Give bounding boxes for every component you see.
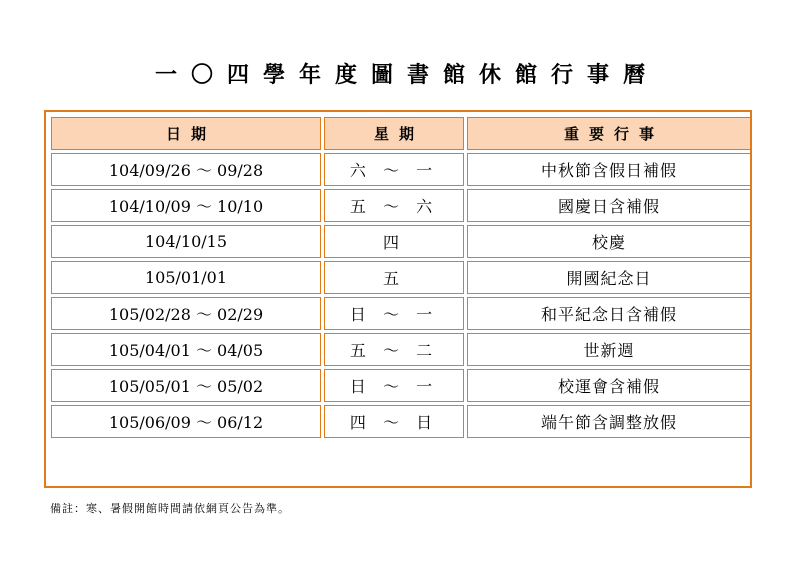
table-row (51, 297, 751, 330)
weekday-cell: 五 ～ 六 (324, 189, 464, 222)
weekday-cell: 日 ～ 一 (324, 369, 464, 402)
event-cell: 開國紀念日 (467, 261, 751, 294)
event-cell: 國慶日含補假 (467, 189, 751, 222)
weekday-cell: 五 (324, 261, 464, 294)
event-cell: 校運會含補假 (467, 369, 751, 402)
date-cell: 104/10/09 ～ 10/10 (51, 189, 321, 222)
event-cell: 端午節含調整放假 (467, 405, 751, 438)
table-row (51, 189, 751, 222)
weekday-cell: 五 ～ 二 (324, 333, 464, 366)
date-cell: 104/09/26 ～ 09/28 (51, 153, 321, 186)
event-cell: 校慶 (467, 225, 751, 258)
weekday-cell: 六 ～ 一 (324, 153, 464, 186)
date-cell: 105/02/28 ～ 02/29 (51, 297, 321, 330)
footnote: 備註：寒、暑假開館時間請依網頁公告為準。 (50, 502, 290, 515)
date-cell: 105/05/01 ～ 05/02 (51, 369, 321, 402)
schedule-table-frame (44, 110, 752, 488)
page-title: 一〇四學年度圖書館休館行事曆 (154, 62, 659, 88)
event-cell: 中秋節含假日補假 (467, 153, 751, 186)
table-header-row (51, 117, 751, 150)
weekday-cell: 四 (324, 225, 464, 258)
table-row (51, 153, 751, 186)
date-cell: 105/04/01 ～ 04/05 (51, 333, 321, 366)
date-cell: 105/06/09 ～ 06/12 (51, 405, 321, 438)
table-row (51, 261, 751, 294)
event-cell: 和平紀念日含補假 (467, 297, 751, 330)
closure-schedule-table (48, 114, 754, 441)
table-row (51, 369, 751, 402)
column-header-date: 日期 (51, 117, 321, 150)
date-cell: 104/10/15 (51, 225, 321, 258)
column-header-event: 重要行事 (467, 117, 751, 150)
table-row (51, 225, 751, 258)
date-cell: 105/01/01 (51, 261, 321, 294)
event-cell: 世新週 (467, 333, 751, 366)
table-row (51, 405, 751, 438)
weekday-cell: 四 ～ 日 (324, 405, 464, 438)
table-row (51, 333, 751, 366)
weekday-cell: 日 ～ 一 (324, 297, 464, 330)
column-header-weekday: 星期 (324, 117, 464, 150)
